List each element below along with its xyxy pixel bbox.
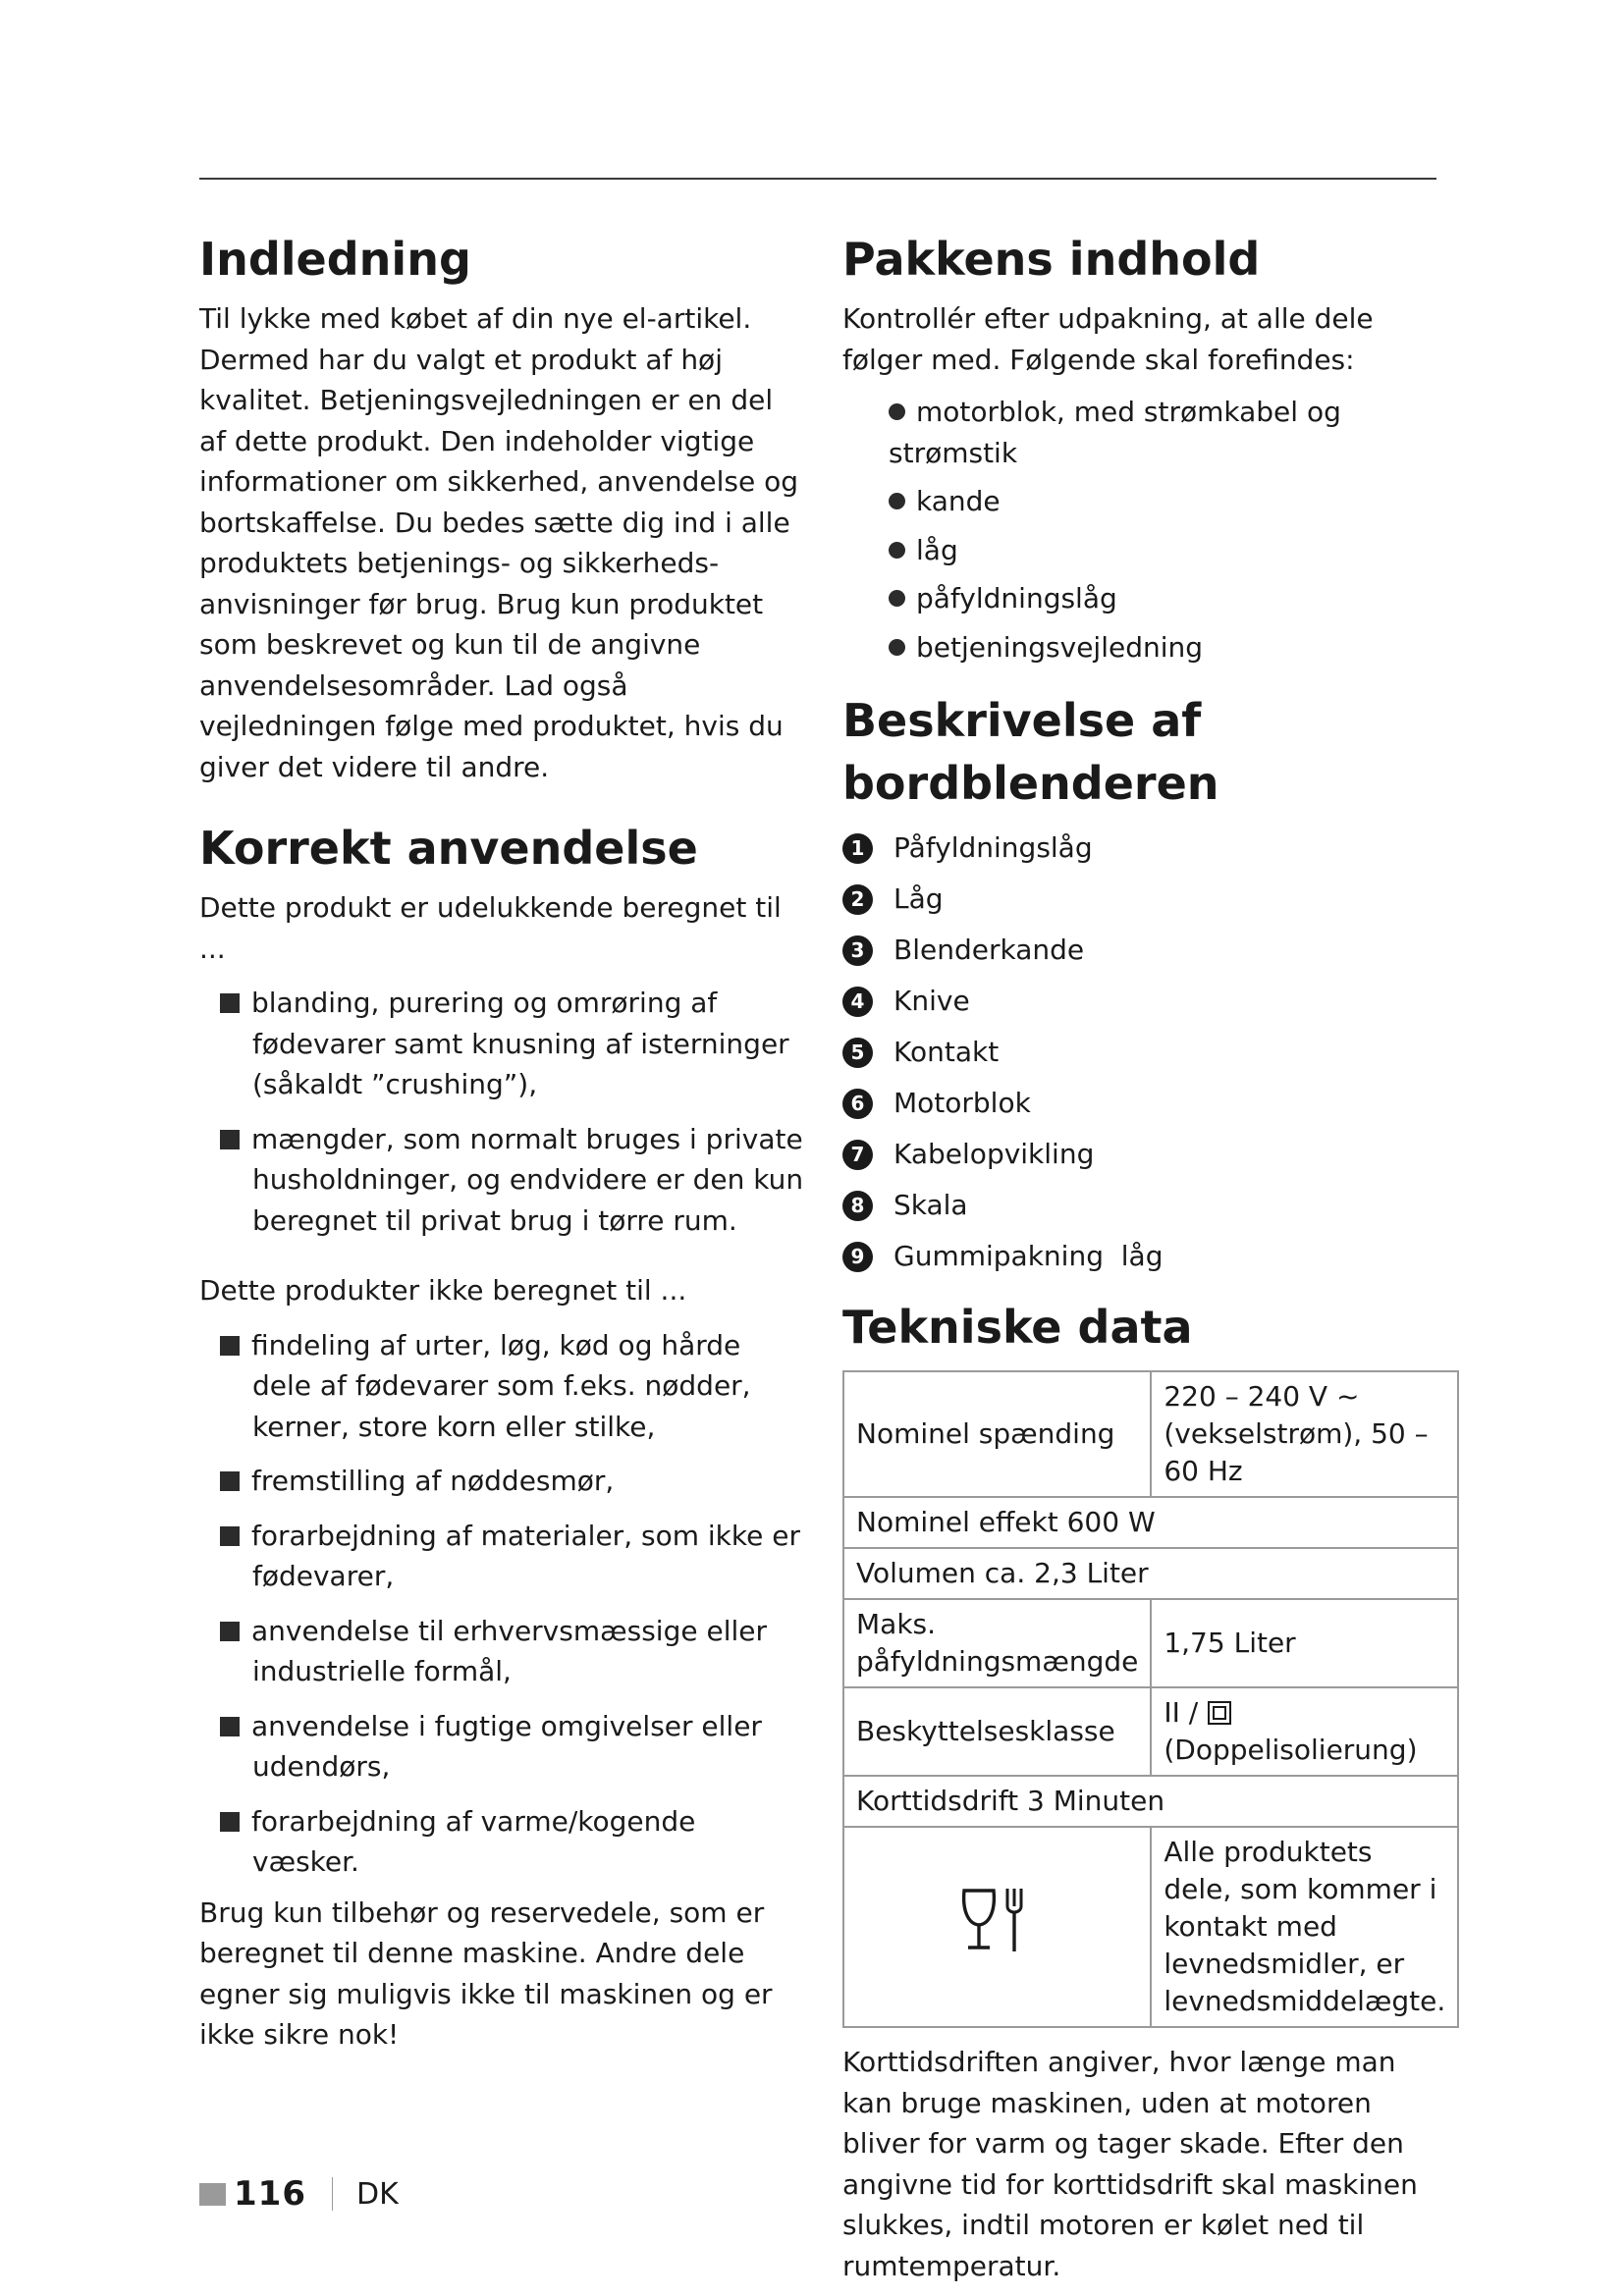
table-cell: 1,75 Liter [1151,1599,1458,1687]
table-row [843,1687,1458,1776]
right-column [842,228,1446,2286]
list-item: 3 Blenderkande [842,925,1441,976]
intro-text: Til lykke med købet af din nye el-artikel. Dermed har du valgt et produkt af høj kvalitet. Betjeningsvejledningen er en del af dette produkt. Den indeholder vigtige informationer om sikkerhed, anvendelse og bortskaffelse. Du bedes sætte dig ind i alle produktets betjenings- og sikkerheds-anvisninger før brug. Brug kun produktet som beskrevet og kun til de angivne anvendelsesområder. Lad også vejledningen følge med produktet, hvis du giver det videre til andre. [199,302,798,783]
package-list [842,392,1441,667]
intended-list [199,983,808,1241]
food-safe-glass-fork-icon [958,1885,1037,1959]
list-item: 5 Kontakt [842,1027,1441,1078]
list-item: påfyldningslåg [842,578,1441,619]
list-item: anvendelse til erhvervsmæssige eller industrielle formål, [199,1611,808,1692]
number-badge-icon: 5 [842,1038,873,1068]
tech-note: Korttidsdriften angiver, hvor længe man kan bruge maskinen, uden at motoren bliver for varm og tager skade. Efter den angivne tid for korttidsdrift skal maskinen slukkes, indtil motoren er kølet ned til rumtemperatur. [842,2046,1418,2282]
description-heading: Beskrivelse af bordblenderen [842,694,1219,810]
list-item: 4 Knive [842,976,1441,1027]
list-item: låg [842,530,1441,571]
number-badge-icon: 9 [842,1242,873,1272]
table-cell: Beskyttelsesklasse [843,1687,1151,1776]
list-item: kande [842,481,1441,522]
number-badge-icon: 3 [842,935,873,966]
footer-block-icon [199,2183,226,2206]
table-cell: Nominel spænding [843,1371,1151,1497]
list-item: 6 Motorblok [842,1078,1441,1129]
round-bullet-icon [889,639,905,656]
table-cell: Alle produktets dele, som kommer i kontakt med levnedsmidler, er levnedsmiddelægte. [1151,1827,1458,2027]
table-cell: Korttidsdrift 3 Minuten [843,1776,1458,1827]
use-closing-text: Brug kun tilbehør og reservedele, som er beregnet til denne maskine. Andre dele egner sig muligvis ikke til maskinen og er ikke sikre nok! [199,1896,773,2051]
list-item: forarbejdning af materialer, som ikke er fødevarer, [199,1516,808,1597]
not-intended-intro: Dette produkter ikke beregnet til ... [199,1274,687,1307]
use-heading: Korrekt anvendelse [199,822,698,875]
square-bullet-icon [220,1471,240,1491]
not-intended-list [199,1325,808,1883]
package-heading: Pakkens indhold [842,233,1261,286]
table-cell: Maks. påfyldningsmængde [843,1599,1151,1687]
table-row [843,1599,1458,1687]
list-item: anvendelse i fugtige omgivelser eller udendørs, [199,1706,808,1788]
tech-heading: Tekniske data [842,1301,1193,1354]
list-item: 8 Skala [842,1180,1441,1231]
round-bullet-icon [889,403,905,420]
table-cell: 220 – 240 V ~ (vekselstrøm), 50 – 60 Hz [1151,1371,1458,1497]
list-item: 1 Påfyldningslåg [842,823,1441,874]
table-row [843,1548,1458,1599]
page-footer [199,2174,399,2214]
number-badge-icon: 7 [842,1140,873,1170]
table-cell: II / (Doppelisolierung) [1151,1687,1458,1776]
list-item: betjeningsvejledning [842,627,1441,668]
square-bullet-icon [220,1526,240,1546]
number-badge-icon: 6 [842,1089,873,1119]
table-row [843,1371,1458,1497]
number-badge-icon: 8 [842,1191,873,1221]
list-item: blanding, purering og omrøring af fødevarer samt knusning af isterninger (såkaldt ”crushing”), [199,983,808,1105]
package-intro: Kontrollér efter udpakning, at alle dele følger med. Følgende skal forefindes: [842,302,1374,376]
square-bullet-icon [220,1622,240,1641]
square-bullet-icon [220,1130,240,1149]
intended-intro: Dette produkt er udelukkende beregnet til ... [199,891,782,965]
table-cell: Volumen ca. 2,3 Liter [843,1548,1458,1599]
list-item: findeling af urter, løg, kød og hårde dele af fødevarer som f.eks. nødder, kerner, store korn eller stilke, [199,1325,808,1448]
language-code: DK [355,2176,399,2212]
square-bullet-icon [220,1717,240,1736]
list-item: 2 Låg [842,874,1441,925]
list-item: motorblok, med strømkabel og strømstik [889,396,1341,469]
square-bullet-icon [220,1336,240,1356]
table-cell: Nominel effekt 600 W [843,1497,1458,1548]
list-item: forarbejdning af varme/kogende væsker. [199,1801,808,1883]
number-badge-icon: 1 [842,833,873,864]
square-bullet-icon [220,993,240,1013]
list-item: mængder, som normalt bruges i private husholdninger, og endvidere er den kun beregnet til privat brug i tørre rum. [199,1119,808,1242]
list-item: fremstilling af nøddesmør, [199,1461,808,1502]
left-column [199,228,808,2056]
table-cell [843,1827,1151,2027]
table-row [843,1497,1458,1548]
footer-divider [332,2177,333,2211]
round-bullet-icon [889,493,905,509]
number-badge-icon: 4 [842,987,873,1017]
round-bullet-icon [889,590,905,607]
double-insulation-icon [1207,1700,1232,1726]
top-rule [199,178,1436,180]
page-number: 116 [234,2174,306,2214]
intro-heading: Indledning [199,233,471,286]
list-item: 9 Gummipakning låg [842,1231,1441,1282]
tech-table [842,1370,1459,2028]
table-row [843,1776,1458,1827]
square-bullet-icon [220,1812,240,1832]
parts-list [842,823,1441,1282]
round-bullet-icon [889,542,905,559]
number-badge-icon: 2 [842,884,873,915]
table-row [843,1827,1458,2027]
list-item: 7 Kabelopvikling [842,1129,1441,1180]
